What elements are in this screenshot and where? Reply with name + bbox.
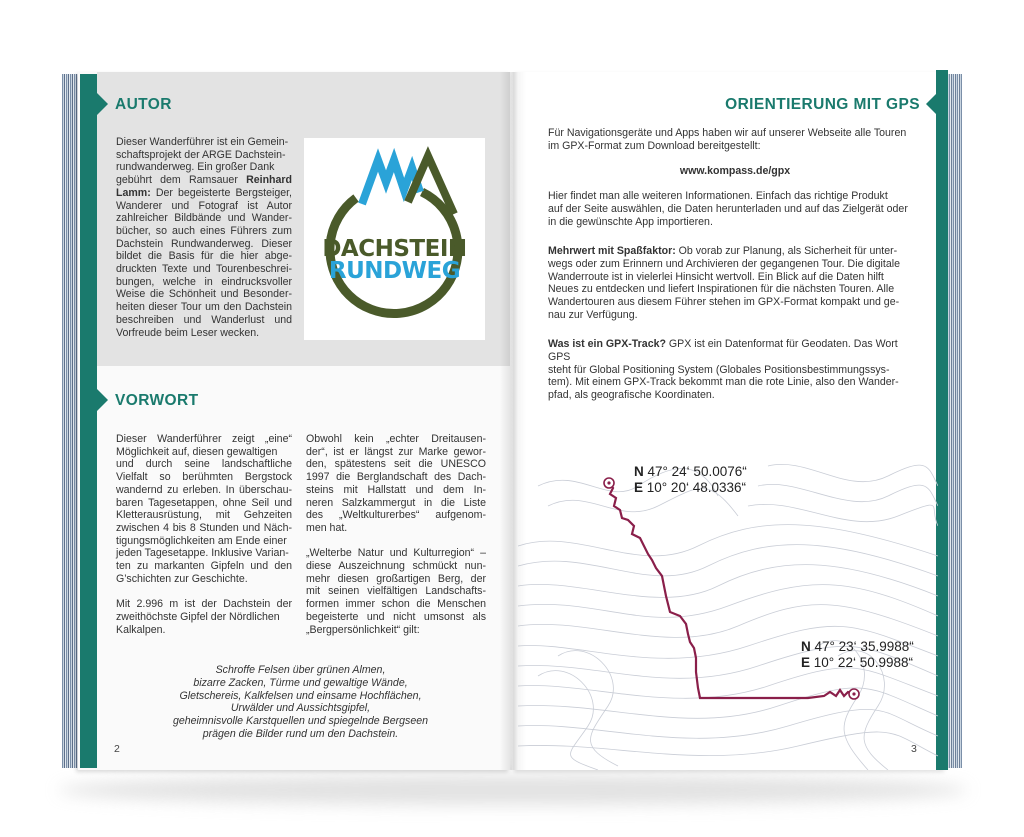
- gps-line: tem). Mit einem GPX-Track bekommt man die rote Linie, also den Wander-: [548, 376, 899, 389]
- preface-line: wandernd zu erleben. In überschau-: [116, 483, 292, 496]
- gpx-route-map: [518, 426, 938, 770]
- preface-line: den, spätestens seit die UNESCO: [306, 458, 486, 471]
- quote-line: geheimnisvolle Karstquellen und spiegelnde Bergseen: [172, 715, 428, 728]
- gpx-track-bold: Was ist ein GPX-Track?: [548, 338, 666, 351]
- preface-column-2: [306, 433, 486, 636]
- author-line: schaftsprojekt der ARGE Dachstein-: [116, 148, 286, 161]
- preface-line: formen immer schon die Menschen: [306, 598, 486, 611]
- preface-line: Vielfalt so berühmten Bergstock: [116, 471, 292, 484]
- route-start-marker-dot: [607, 481, 610, 484]
- author-line: heiten dieser Tour um den Dachstein: [116, 301, 292, 314]
- preface-line: zweithöchste Gipfel der Nördlichen: [116, 610, 280, 623]
- author-line: Weise die Schönheit und Besonder-: [116, 288, 292, 301]
- preface-line: Kalkalpen.: [116, 623, 166, 636]
- quote-line: Schroffe Felsen über grünen Almen,: [215, 664, 386, 676]
- preface-line: mehr diesen großartigen Berg, der: [306, 572, 486, 585]
- author-arrow-icon: [97, 93, 108, 115]
- preface-line: Möglichkeit auf, diesen gewaltigen: [116, 445, 278, 458]
- gps-line: wegs oder zum Erinnern und Archivieren der gegangenen Tour. Die digitale: [548, 257, 900, 270]
- gps-heading: ORIENTIERUNG MIT GPS: [725, 96, 920, 113]
- preface-arrow-icon: [97, 389, 108, 411]
- end-lon: E 10° 22‘ 50.9988“: [801, 655, 913, 670]
- author-line: bungen, welche in eindrucksvoller: [116, 275, 292, 288]
- author-line: bücher, so auch eines Führers zum: [116, 224, 292, 237]
- preface-line: und durch seine landschaftliche: [116, 458, 292, 471]
- quote-line: Gletschereis, Kalkfelsen und einsame Hochflächen,: [179, 689, 422, 702]
- preface-column-1: [116, 433, 292, 636]
- preface-line: des „Weltkulturerbes“ aufgenom-: [306, 509, 486, 522]
- start-lon: E 10° 20‘ 48.0336“: [634, 480, 746, 495]
- start-coordinates: [634, 464, 747, 496]
- preface-line: mit seinen vielfältigen Landschafts-: [306, 585, 486, 598]
- author-line: zahlreicher Bildbände und Wander-: [116, 212, 292, 225]
- quote-line: prägen die Bilder rund um den Dachstein.: [202, 727, 399, 740]
- route-end-marker-dot: [852, 692, 855, 695]
- preface-line: Dieser Wanderführer zeigt „eine“: [116, 433, 292, 445]
- preface-line: begeisterte und nicht umsonst als: [306, 610, 486, 623]
- gps-line: auf der Seite auswählen, die Daten herunterladen und auf das Zielgerät oder: [548, 203, 908, 216]
- end-lat: N 47° 23‘ 35.9988“: [801, 639, 914, 654]
- gps-line: im GPX-Format zum Download bereitgestellt:: [548, 139, 761, 152]
- gps-line: Mehrwert mit Spaßfaktor: Ob vorab zur Planung, als Sicherheit für unter-: [548, 245, 898, 258]
- preface-line: men hat.: [306, 521, 348, 534]
- author-line: bildet die Basis für die hier abge-: [116, 250, 292, 263]
- gps-line: pfad, als geografische Koordinaten.: [548, 389, 715, 401]
- quote-line: bizarre Zacken, Türme und gewaltige Wände,: [193, 676, 408, 689]
- preface-line: neren Salzkammergut in die Liste: [306, 496, 486, 509]
- author-line: Lamm: Der begeisterte Bergsteiger,: [116, 186, 292, 199]
- gps-line: Wanderroute ist in vielerlei Hinsicht wertvoll. Ein Blick auf die Daten hilft: [548, 270, 884, 283]
- book-gutter: [500, 72, 526, 770]
- preface-line: G’schichten zur Geschichte.: [116, 572, 248, 585]
- preface-line: der“, ist er längst zur Marke gewor-: [306, 445, 486, 458]
- gps-line: Wandertouren aus diesem Führer stehen im GPX-Format kompakt und ge-: [548, 296, 900, 309]
- preface-line: Kletterausrüstung, mit Gehzeiten: [116, 509, 292, 522]
- author-name-bold: Reinhard: [246, 174, 292, 187]
- page-number-left: 2: [114, 743, 120, 755]
- gps-line: Für Navigationsgeräte und Apps haben wir auf unserer Webseite alle Touren: [548, 127, 907, 139]
- author-line: beschreiben und Wanderlust und: [116, 313, 292, 326]
- quote-line: Urwälder und Aussichtsgipfel,: [230, 702, 371, 715]
- preface-line: Mit 2.996 m ist der Dachstein der: [116, 598, 292, 611]
- preface-line: diese Auszeichnung schmückt nun-: [306, 560, 486, 573]
- author-line: Dieser Wanderführer ist ein Gemein-: [116, 136, 289, 148]
- preface-line: zwischen 4 bis 8 Stunden und Näch-: [116, 521, 292, 534]
- logo-line-2: RUNDWEG: [328, 258, 461, 284]
- author-line: rundwanderweg. Ein großer Dank: [116, 161, 275, 174]
- page-number-right: 3: [911, 743, 917, 755]
- preface-heading: VORWORT: [115, 392, 199, 409]
- author-heading: AUTOR: [115, 96, 172, 113]
- preface-line: „Bergpersönlichkeit“ gilt:: [306, 623, 420, 636]
- gps-line: in die gewünschte App importieren.: [548, 215, 713, 228]
- gps-line: nau zur Verfügung.: [548, 308, 638, 321]
- preface-line: 1997 die Berglandschaft des Dach-: [306, 471, 486, 484]
- preface-line: steins mit Hallstatt und dem In-: [306, 483, 486, 496]
- gps-arrow-icon: [926, 93, 937, 115]
- preface-quote: [113, 664, 488, 741]
- logo-line-1: DACHSTEIN: [322, 236, 467, 262]
- gps-line: steht für Global Positioning System (Globales Positionsbestimmungssys-: [548, 363, 890, 376]
- gps-line: Was ist ein GPX-Track? GPX ist ein Datenformat für Geodaten. Das Wort GPS: [548, 338, 898, 363]
- gps-text: [548, 127, 922, 402]
- preface-line: tigungsmöglichkeiten am Ende einer: [116, 534, 287, 547]
- author-line: gebührt dem Ramsauer Reinhard: [116, 174, 292, 187]
- book-shadow: [58, 775, 968, 805]
- contour-lines: [518, 464, 938, 770]
- end-coordinates: [801, 639, 914, 671]
- author-text: [116, 136, 292, 339]
- left-teal-stripe: [80, 74, 97, 768]
- preface-line: „Welterbe Natur und Kulturregion“ –: [306, 547, 486, 560]
- gps-line: Neues zu entdecken und liefert Inspirationen für die nächsten Touren. Alle: [548, 283, 895, 296]
- gpx-url-link[interactable]: www.kompass.de/gpx: [679, 165, 791, 178]
- gps-line: Hier findet man alle weiteren Informationen. Einfach das richtige Produkt: [548, 190, 888, 203]
- preface-line: ten zu markanten Gipfeln und den: [116, 560, 292, 573]
- start-lat: N 47° 24‘ 50.0076“: [634, 464, 747, 479]
- dachstein-rundweg-logo: [304, 138, 485, 340]
- author-line: Vorfreude beim Leser wecken.: [116, 326, 260, 339]
- author-line: Dachstein Rundwanderweg. Dieser: [116, 237, 292, 250]
- author-line: Wanderer und Fotograf ist Autor: [116, 199, 292, 212]
- added-value-bold: Mehrwert mit Spaßfaktor:: [548, 245, 676, 258]
- author-line: druckten Texte und Tourenbeschrei-: [116, 263, 292, 276]
- preface-line: baren Tagesetappen, ohne Seil und: [116, 496, 292, 509]
- preface-line: Obwohl kein „echter Dreitausen-: [306, 433, 486, 445]
- preface-line: jeden Tagesetappe. Inklusive Varian-: [116, 547, 289, 560]
